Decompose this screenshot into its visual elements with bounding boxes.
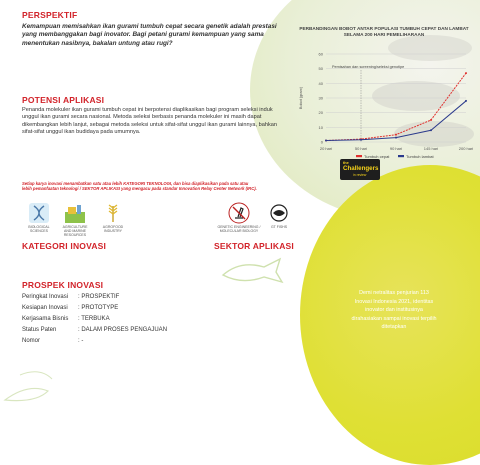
legend-label: Tumbuh lambat [406,154,434,159]
data-point [395,134,397,136]
y-tick-label: 40 [318,80,323,86]
y-tick-label: 30 [318,95,323,101]
prospek-row-nomor [22,338,83,344]
chart-annotation: Pemisahan dan screening/seleksi genotipe [332,65,405,69]
prospek-key: Status Paten [22,327,57,333]
legend-swatch [356,155,362,157]
sektor-label-1: GENETIC ENGINEERING / MOLECULAR BIOLOGY [217,225,261,234]
chart [290,14,478,174]
logo-line-2: Challengers [343,165,379,172]
sektor-label-2: GT FISHS [270,225,288,229]
y-tick-label: 20 [318,110,323,116]
notes-line-1: Setiap karya inovasi menambatkan satu atau lebih KATEGORI TEKNOLOGI, dan bisa diaplikasikan pada satu atau [22,181,249,186]
data-point [360,139,362,141]
x-tick-label: 145 hari [423,146,439,151]
prospek-value: : TERBUKA [78,316,110,322]
logo-line-1: the [343,161,349,165]
data-point [325,140,327,142]
x-tick-label: 50 hari [354,146,368,151]
challengers-logo [340,159,380,180]
data-point [430,129,432,131]
x-tick-label: 200 hari [458,146,474,151]
x-tick-label: 90 hari [389,146,403,151]
fish-icon [268,202,290,224]
y-tick-label: 0 [320,139,323,145]
y-tick-label: 60 [318,51,323,57]
kategori-label-2: AGRICULTURE AND MARINE RESOURCES [62,225,88,238]
perspektif-text: Kemampuan memisahkan ikan gurami tumbuh cepat secara genetik adalah prestasi yang membanggakan bagi inovator. Bagi petani gurami kemampuan yang sama menentukan nasibnya, bakalan untung atau rugi? [22,23,277,47]
kategori-label-1: BIOLOGICAL SCIENCES [28,225,50,234]
potensi-title: POTENSI APLIKASI [22,95,105,105]
chart-plot [290,14,478,174]
notes [22,181,312,192]
fish-line-icon [218,255,288,289]
legend-swatch [398,155,404,157]
prospek-value: : - [78,338,84,344]
leaf-decoration-icon [0,345,70,405]
side-note: Demi netralitas penjurian 113 Inovasi Indonesia 2021, identitas inovator dan institusinya dirahasiakan sampai inovasi terpilih ditetapkan [351,290,437,331]
prospek-row-peringkat [22,294,119,300]
sektor-title: SEKTOR APLIKASI [214,241,294,251]
microscope-icon [228,202,250,224]
prospek-key: Nomor [22,338,41,344]
prospek-title: PROSPEK INOVASI [22,280,104,290]
notes-line-2: lebih pemanfaatan teknologi / SEKTOR APLIKASI yang mengacu pada standar Innovation Relay Center Network (IRC). [22,186,257,192]
x-tick-label: 20 hari [319,146,333,151]
dna-icon [28,202,50,224]
prospek-value: : PROSPEKTIF [78,294,120,300]
kategori-title: KATEGORI INOVASI [22,241,107,251]
prospek-row-status-paten [22,327,167,333]
wheat-icon [102,202,124,224]
prospek-key: Peringkat Inovasi [22,294,69,300]
prospek-key: Kerjasama Bisnis [22,316,69,322]
potensi-text: Penanda molekuler ikan gurami tumbuh cepat ini berpotensi diaplikasikan bagi program seleksi induk unggul ikan gurami secara nasional. Metoda seleksi berbasis penanda molekuler ini masih dapat dikembangkan lebih lanjut, sebagai metoda seleksi untuk sifat-sifat unggul ikan gurami lainnya, bahkan sifat-sifat unggul ikan budidaya pada umumnya. [22,107,277,136]
data-point [465,72,467,74]
perspektif-title: PERSPEKTIF [22,10,78,20]
legend-label: Tumbuh cepat [364,154,390,159]
y-axis-label: Bobot (gram) [299,86,303,110]
y-tick-label: 50 [318,66,323,72]
data-point [430,119,432,121]
data-point [395,137,397,139]
data-point [465,100,467,102]
y-tick-label: 10 [318,124,323,130]
chart-title: PERBANDINGAN BOBOT ANTAR POPULASI TUMBUH CEPAT DAN LAMBAT SELAMA 200 HARI PEMELIHARAAN [299,26,469,37]
kategori-label-3: AGROFOOD INDUSTRY [102,225,124,234]
logo-line-3: in review [353,173,367,177]
prospek-row-kerjasama [22,316,110,322]
prospek-value: : PROTOTYPE [78,305,119,311]
farm-icon [64,202,86,224]
prospek-row-kesiapan [22,305,118,311]
prospek-value: : DALAM PROSES PENGAJUAN [78,327,168,333]
prospek-key: Kesiapan Inovasi [22,305,68,311]
